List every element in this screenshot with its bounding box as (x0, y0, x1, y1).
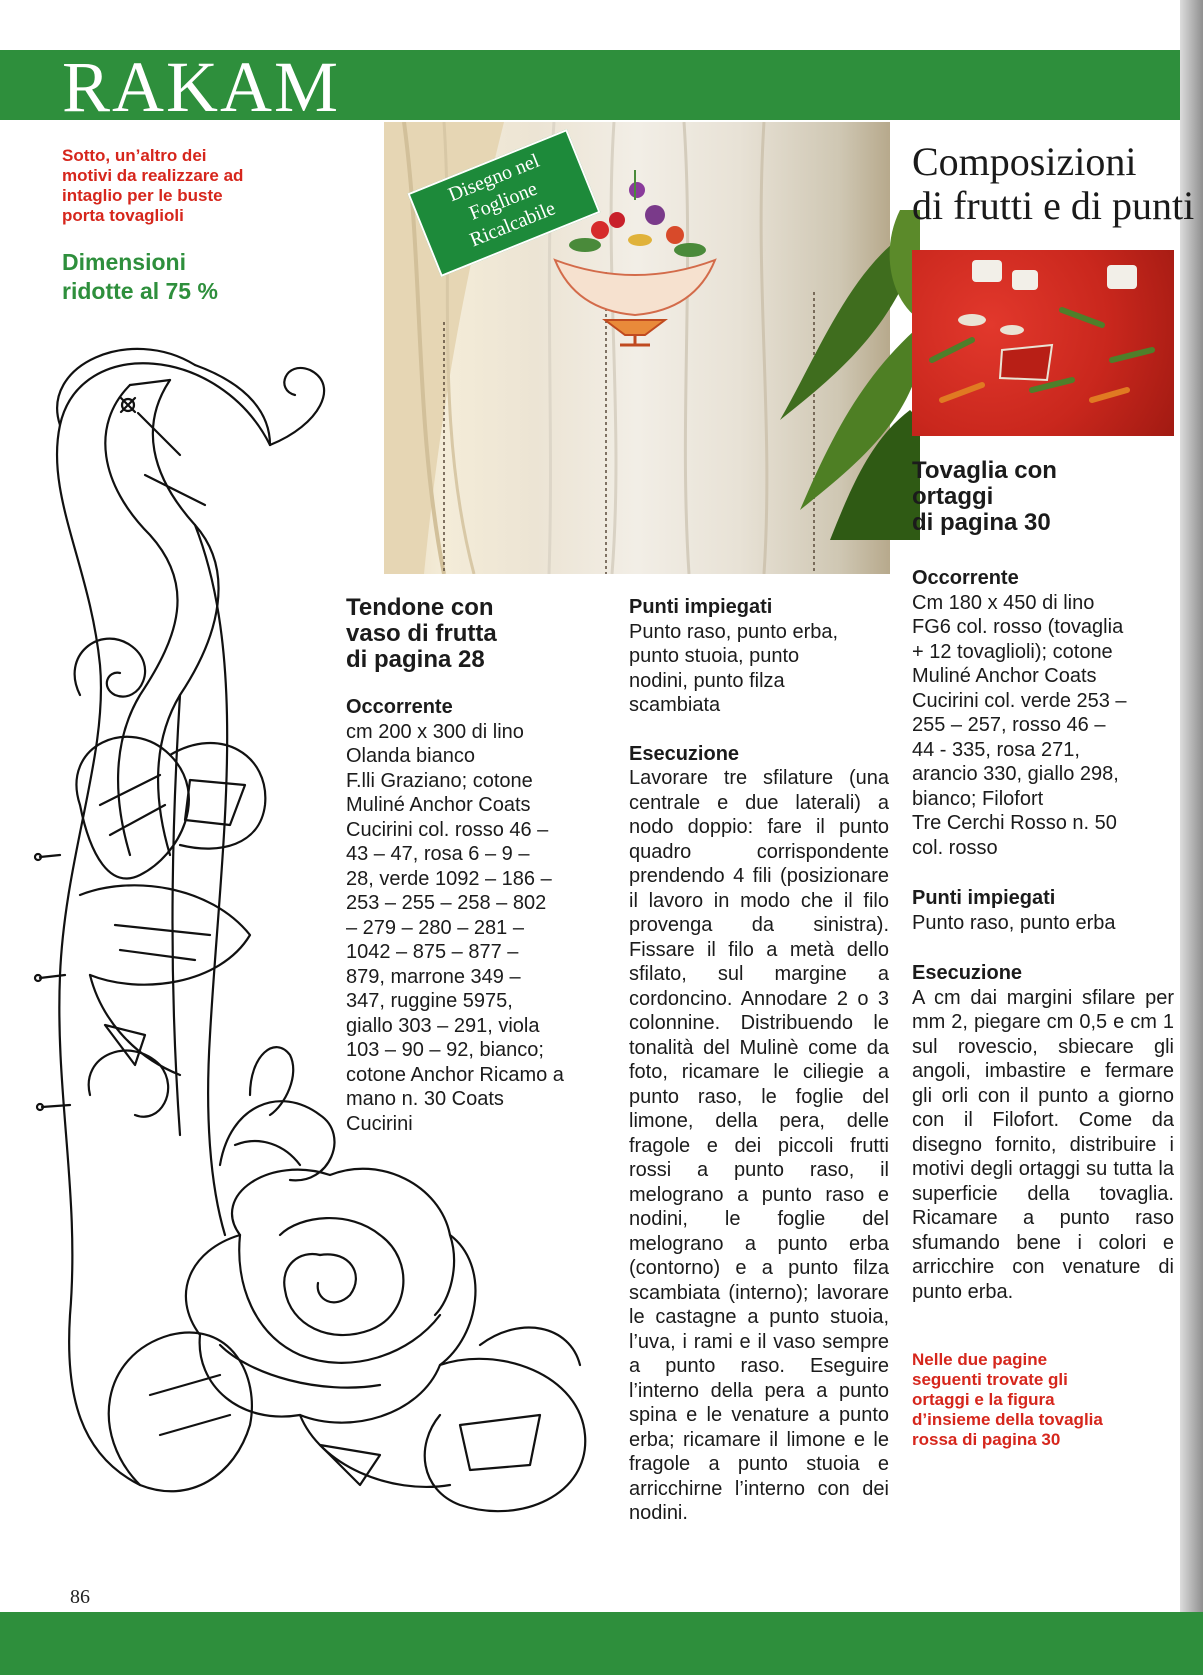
magazine-title: RAKAM (62, 47, 341, 127)
next-pages-note: Nelle due pagine seguenti trovate gli ortaggi e la figura d’insieme della tovaglia rossa di pagina 30 (912, 1350, 1103, 1449)
tablecloth-stitches-text: Punto raso, punto erba (912, 911, 1116, 934)
tracing-sheet-badge: Disegno nel Foglione Ricalcabile (407, 129, 600, 277)
tablecloth-materials-heading: Occorrente (912, 567, 1019, 589)
section-title-line2: di frutti e di punti (912, 183, 1195, 228)
tablecloth-stitches-heading: Punti impiegati (912, 887, 1056, 909)
tablecloth-execution-text: A cm dai margini sfilare per mm 2, piegare cm 0,5 e cm 1 sul rovescio, sbiecare gli angoli, imbastire e fermare gli orli con il punto a giorno con il Filofort. Come da disegno fornito, distribuire i motivi degli ortaggi su tutta la superficie della tovaglia. Ricamare a punto raso sfumando bene i colori e arricchire con venature di punto erba. (912, 986, 1174, 1303)
tablecloth-execution-heading: Esecuzione (912, 962, 1023, 984)
curtain-materials-text: cm 200 x 300 di lino Olanda bianco F.lli Graziano; cotone Muliné Anchor Coats Cucirini col. rosso 46 – 43 – 47, rosa 6 – 9 – 28, verde 1092 – 186 – 253 – 255 – 258 – 802 – 279 – 280 – 281 – 1042 – 875 – 877 – 879, marrone 349 – 347, ruggine 5975, giallo 303 – 291, viola 103 – 90 – 92, bianco; cotone Anchor Ricamo a mano n. 30 Coats Cucirini (346, 720, 564, 1135)
curtain-stitches-text: Punto raso, punto erba, punto stuoia, punto nodini, punto filza scambiata (629, 620, 839, 716)
section-title-line1: Composizioni (912, 139, 1137, 184)
curtain-article-title: Tendone con vaso di frutta di pagina 28 (346, 594, 497, 673)
column-tablecloth (912, 458, 1174, 1450)
curtain-stitches-heading: Punti impiegati (629, 596, 773, 618)
curtain-materials-heading: Occorrente (346, 696, 453, 718)
scale-caption: Dimensioni ridotte al 75 % (62, 249, 218, 304)
section-title (912, 140, 1194, 228)
tablecloth-materials-text: Cm 180 x 450 di lino FG6 col. rosso (tovaglia + 12 tovaglioli); cotone Muliné Anchor Coats Cucirini col. verde 253 – 255 – 257, rosso 46 – 44 - 335, rosa 271, arancio 330, giallo 298, bianco; Filofort Tre Cerchi Rosso n. 50 col. rosso (912, 591, 1127, 859)
column-curtain (346, 595, 611, 1136)
tablecloth-illustration (912, 250, 1174, 436)
plant-leaves (760, 210, 920, 540)
page-number: 86 (70, 1586, 90, 1608)
tablecloth-article-title: Tovaglia con ortaggi di pagina 30 (912, 457, 1057, 536)
column-curtain-instructions (629, 595, 889, 1526)
curtain-execution-text: Lavorare tre sfilature (una centrale e due laterali) a nodo doppio: fare il punto quadro corrispondente prendendo 4 fili (posizionare il lavoro in modo che il filo provenga da sinistra). Fissare il filo a metà dello sfilato, sul margine a cordoncino. Annodare 2 o 3 colonnine. Distribuendo le tonalità del Mulinè come da foto, ricamare le ciliegie a punto raso, le foglie del limone, della pera, delle fragole e dei piccoli frutti rossi a punto raso, il melograno a punto raso e nodini, le foglie del melograno a punto erba (contorno) e a punto filza scambiata (interno); lavorare le castagne a punto stuoia, l’uva, i rami e il vaso sempre a punto raso. Eseguire l’interno della pera a punto spina e le venature a punto erba; ricamare il limone e le fragole a punto stuoia e arricchirne l’interno con dei nodini. (629, 767, 889, 1524)
pattern-caption: Sotto, un’altro dei motivi da realizzare ad intaglio per le buste porta tovaglioli (62, 146, 244, 225)
page-edge (1180, 0, 1203, 1675)
curtain-execution-heading: Esecuzione (629, 742, 740, 765)
tablecloth-photo (912, 250, 1174, 436)
footer-bar (0, 1612, 1203, 1675)
